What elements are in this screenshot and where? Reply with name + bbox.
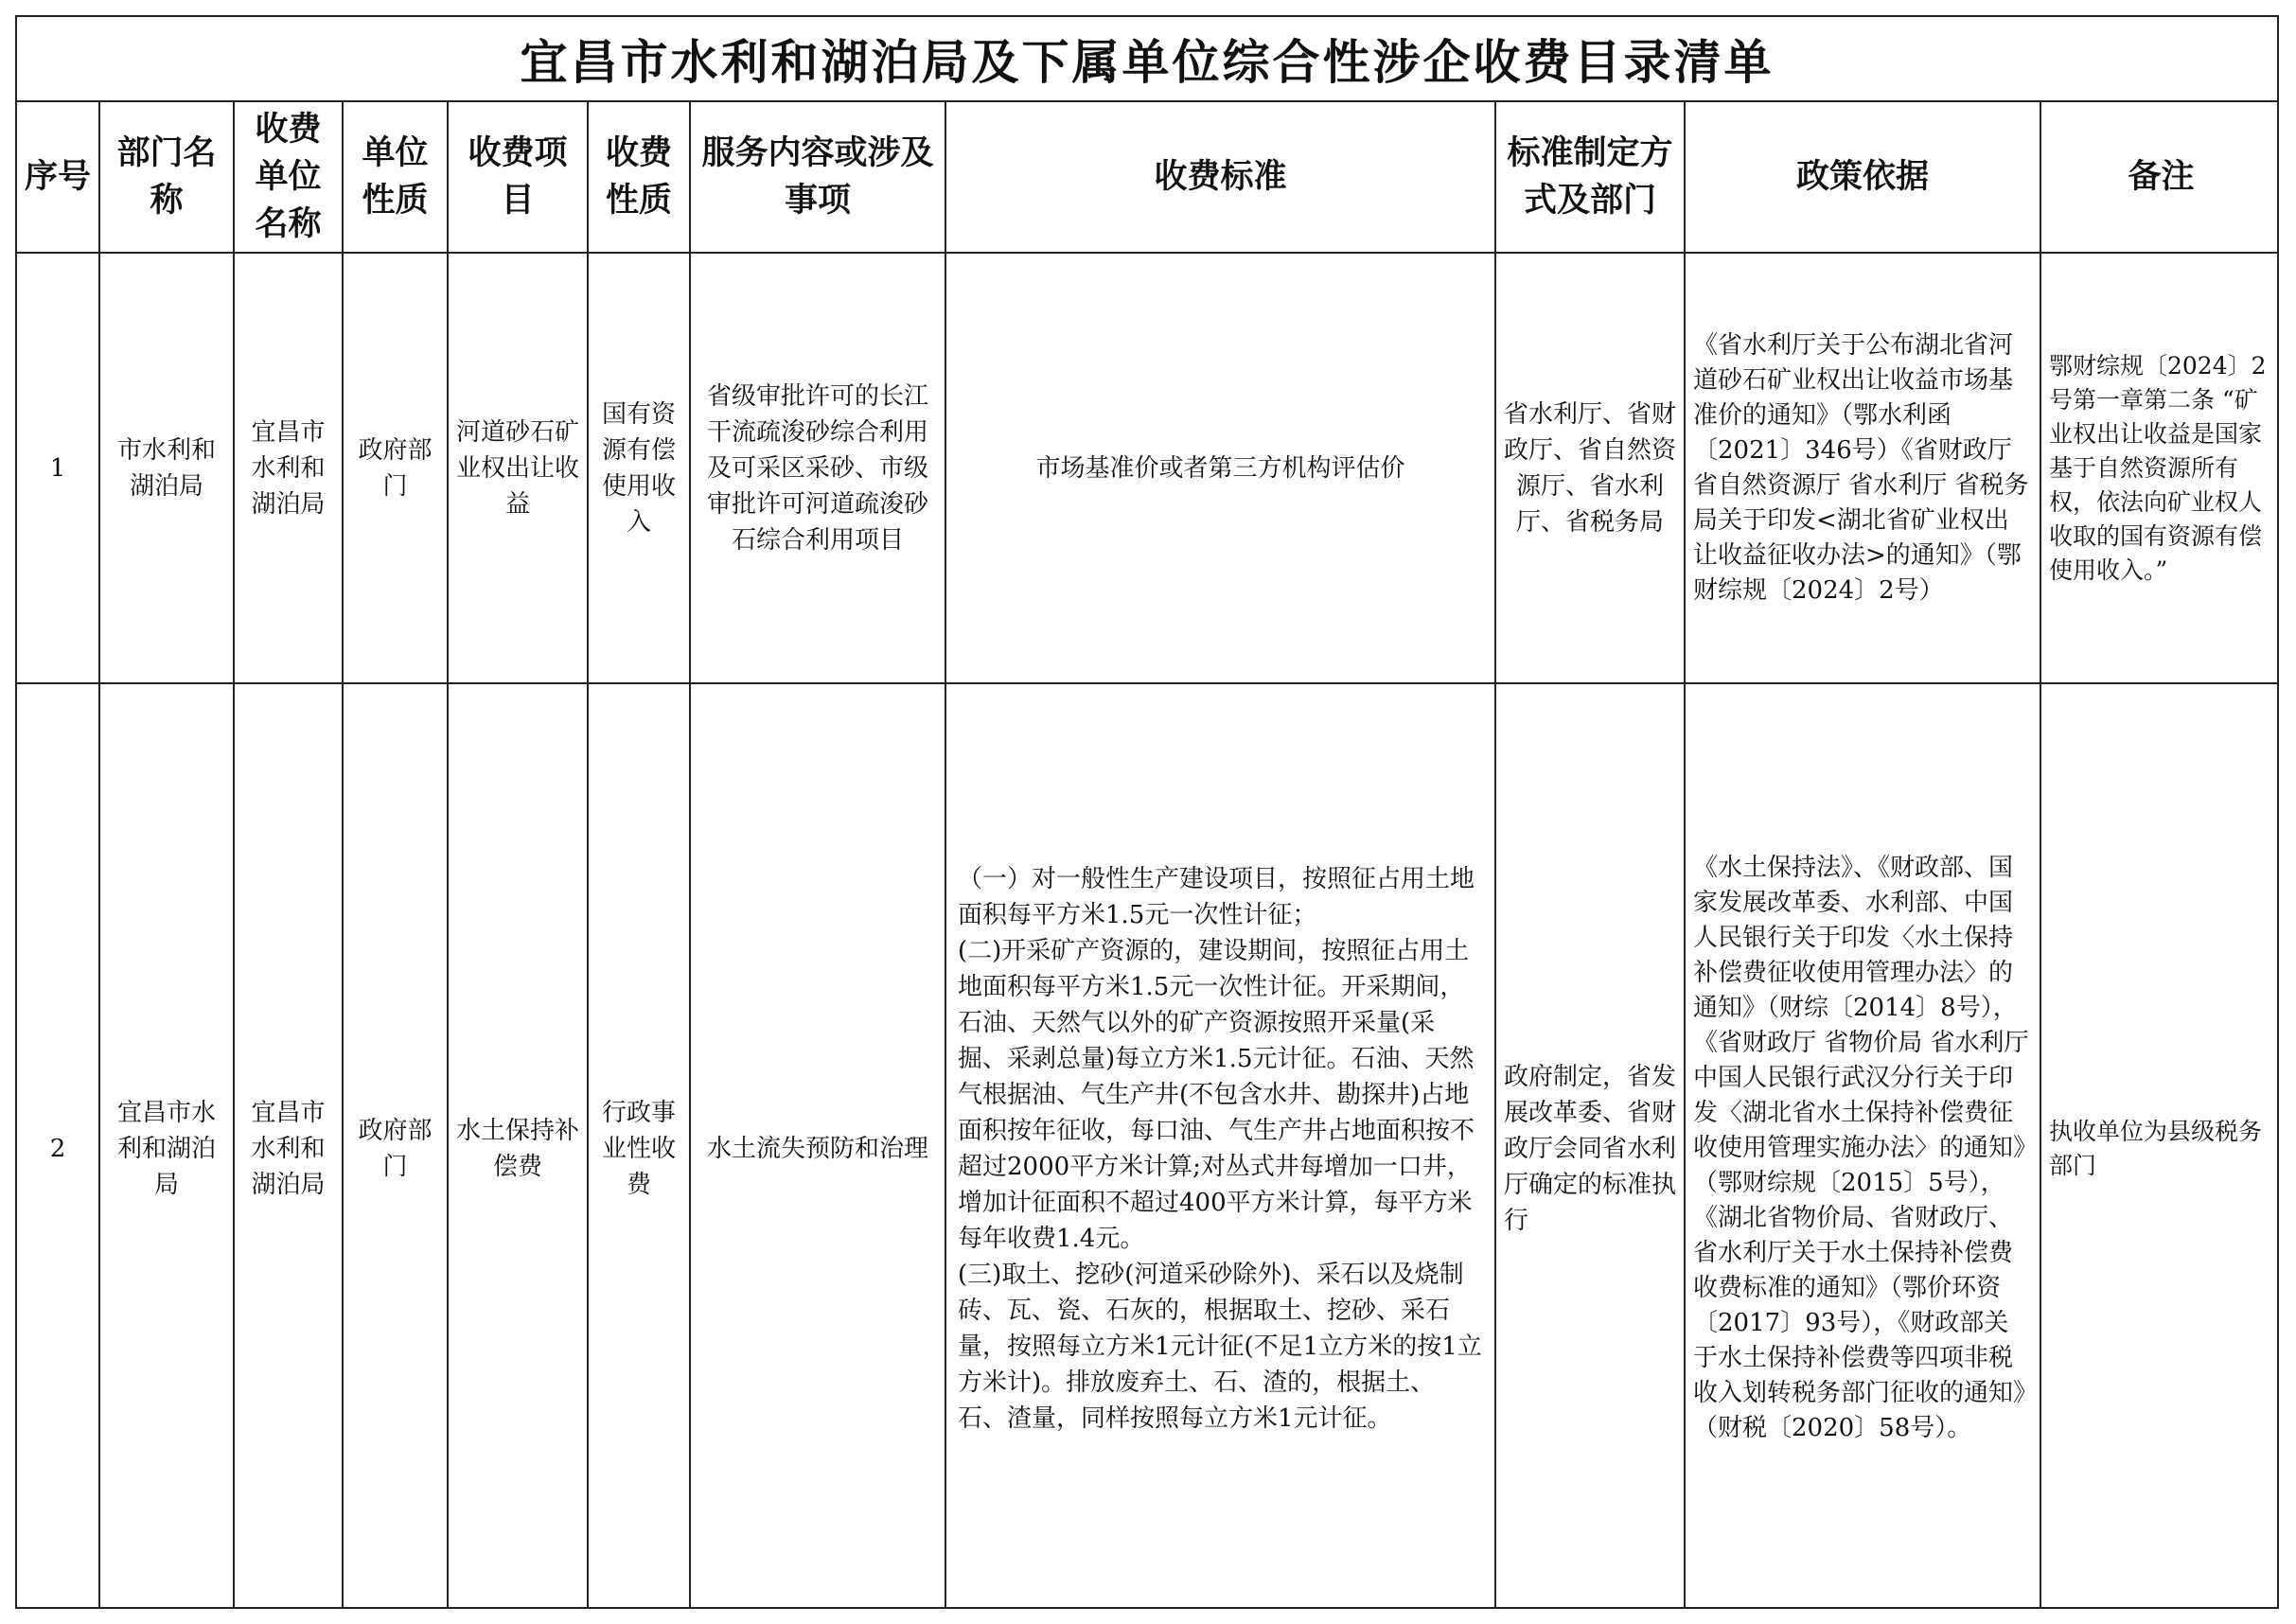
header-method: 标准制定方式及部门 xyxy=(1495,102,1685,253)
header-no: 序号 xyxy=(17,102,99,253)
fee-catalog-sheet xyxy=(15,15,2279,1609)
cell-standard xyxy=(945,683,1495,1609)
cell-remark: 执收单位为县级税务部门 xyxy=(2040,683,2279,1609)
cell-service: 水土流失预防和治理 xyxy=(690,683,945,1609)
cell-policy: 《水土保持法》、《财政部、国家发展改革委、水利部、中国人民银行关于印发〈水土保持补偿费征收使用管理办法〉的通知》（财综〔2014〕8号），《省财政厅 省物价局 省水利厅 中国人民银行武汉分行关于印发〈湖北省水土保持补偿费征收使用管理实施办法〉的通知》（鄂财综规〔2015〕5号），《湖北省物价局、省财政厅、省水利厅关于水土保持补偿费收费标准的通知》（鄂价环资〔2017〕93号），《财政部关于水土保持补偿费等四项非税收入划转税务部门征收的通知》（财税〔2020〕58号）。 xyxy=(1685,683,2040,1609)
cell-dept: 宜昌市水利和湖泊局 xyxy=(99,683,234,1609)
page-title: 宜昌市水利和湖泊局及下属单位综合性涉企收费目录清单 xyxy=(17,17,2277,102)
standard-clause-1: （一）对一般性生产建设项目，按照征占用土地面积每平方米1.5元一次性计征； xyxy=(958,864,1475,929)
cell-method: 政府制定，省发展改革委、省财政厅会同省水利厅确定的标准执行 xyxy=(1495,683,1685,1609)
table-row xyxy=(17,253,2279,683)
cell-policy: 《省水利厅关于公布湖北省河道砂石矿业权出让收益市场基准价的通知》（鄂水利函〔2021〕346号）《省财政厅 省自然资源厅 省水利厅 省税务局关于印发<湖北省矿业权出让收益征收办法>的通知》（鄂财综规〔2024〕2号） xyxy=(1685,253,2040,683)
cell-item: 河道砂石矿业权出让收益 xyxy=(448,253,588,683)
header-unit: 收费单位名称 xyxy=(234,102,343,253)
header-policy: 政策依据 xyxy=(1685,102,2040,253)
cell-item: 水土保持补偿费 xyxy=(448,683,588,1609)
fee-catalog-table xyxy=(17,102,2279,1609)
cell-no: 2 xyxy=(17,683,99,1609)
cell-dept: 市水利和湖泊局 xyxy=(99,253,234,683)
header-service: 服务内容或涉及事项 xyxy=(690,102,945,253)
header-remark: 备注 xyxy=(2040,102,2279,253)
standard-text: 市场基准价或者第三方机构评估价 xyxy=(1035,453,1405,483)
standard-clause-3: (三)取土、挖砂(河道采砂除外)、采石以及烧制砖、瓦、瓷、石灰的，根据取土、挖砂、采石量，按照每立方米1元计征(不足1立方米的按1立方米计)。排放废弃土、石、渣的，根据土、石、渣量，同样按照每立方米1元计征。 xyxy=(958,1260,1482,1433)
cell-nature: 行政事业性收费 xyxy=(588,683,690,1609)
cell-unit: 宜昌市水利和湖泊局 xyxy=(234,253,343,683)
cell-nature: 国有资源有偿使用收入 xyxy=(588,253,690,683)
cell-unit-type: 政府部门 xyxy=(343,683,448,1609)
cell-remark: 鄂财综规〔2024〕2号第一章第二条 “矿业权出让收益是国家基于自然资源所有权，依法向矿业权人收取的国有资源有偿使用收入。” xyxy=(2040,253,2279,683)
cell-service: 省级审批许可的长江干流疏浚砂综合利用及可采区采砂、市级审批许可河道疏浚砂石综合利用项目 xyxy=(690,253,945,683)
header-item: 收费项目 xyxy=(448,102,588,253)
header-nature: 收费性质 xyxy=(588,102,690,253)
table-row xyxy=(17,683,2279,1609)
header-dept: 部门名称 xyxy=(99,102,234,253)
header-standard: 收费标准 xyxy=(945,102,1495,253)
table-header-row xyxy=(17,102,2279,253)
cell-unit: 宜昌市水利和湖泊局 xyxy=(234,683,343,1609)
cell-method: 省水利厅、省财政厅、省自然资源厅、省水利厅、省税务局 xyxy=(1495,253,1685,683)
cell-standard xyxy=(945,253,1495,683)
header-unit-type: 单位性质 xyxy=(343,102,448,253)
cell-unit-type: 政府部门 xyxy=(343,253,448,683)
standard-clause-2: (二)开采矿产资源的，建设期间，按照征占用土地面积每平方米1.5元一次性计征。开采期间，石油、天然气以外的矿产资源按照开采量(采掘、采剥总量)每立方米1.5元计征。石油、天然气根据油、气生产井(不包含水井、勘探井)占地面积按年征收，每口油、气生产井占地面积按不超过2000平方米计算;对丛式井每增加一口井，增加计征面积不超过400平方米计算，每平方米每年收费1.4元。 xyxy=(958,936,1475,1253)
cell-no: 1 xyxy=(17,253,99,683)
